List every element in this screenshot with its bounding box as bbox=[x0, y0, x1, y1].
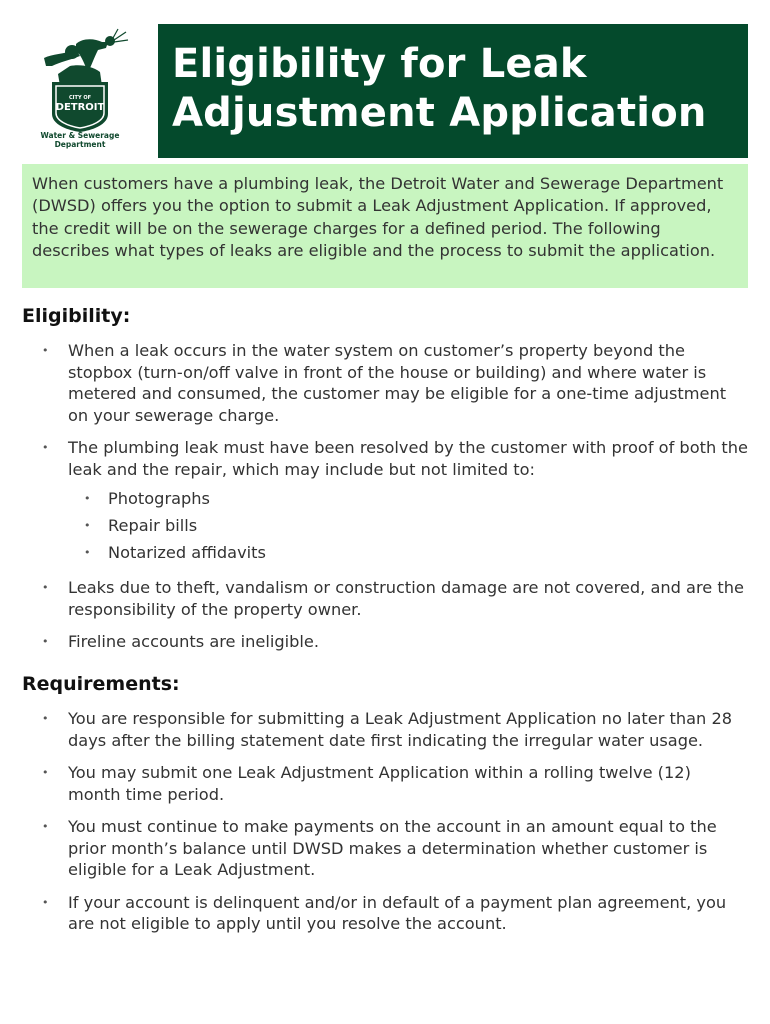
logo-city-of: CITY OF bbox=[69, 95, 91, 101]
intro-box: When customers have a plumbing leak, the Detroit Water and Sewerage Department (DWSD) offers you the option to submit a Leak Adjustment Application. If approved, the credit will be on the sewerage charges for a defined period. The following describes what types of leaks are eligible and the process to submit the application. bbox=[22, 164, 748, 288]
logo-caption-line2: Department bbox=[54, 140, 106, 149]
sun-rays-icon bbox=[113, 29, 128, 42]
logo-detroit: DETROIT bbox=[55, 102, 105, 113]
spirit-of-detroit-icon bbox=[44, 36, 115, 86]
page-title: Eligibility for Leak Adjustment Application bbox=[172, 41, 707, 136]
list-item: • You may submit one Leak Adjustment Application within a rolling twelve (12) month time period. bbox=[22, 762, 748, 805]
list-item bbox=[22, 437, 748, 566]
requirements-heading: Requirements: bbox=[22, 673, 180, 695]
list-item: • When a leak occurs in the water system on customer’s property beyond the stopbox (turn-on/off valve in front of the house or building) and where water is metered and consumed, the customer may be eligible for a one-time adjustment on your sewerage charge. bbox=[22, 340, 748, 426]
logo-caption-line1: Water & Sewerage bbox=[40, 131, 120, 140]
list-item: • You are responsible for submitting a Leak Adjustment Application no later than 28 days after the billing statement date first indicating the irregular water usage. bbox=[22, 708, 748, 751]
proof-item: • Notarized affidavits bbox=[68, 539, 748, 566]
list-item: • You must continue to make payments on the account in an amount equal to the prior month’s balance until DWSD makes a determination whether customer is eligible for a Leak Adjustment. bbox=[22, 816, 748, 881]
list-item: • Fireline accounts are ineligible. bbox=[22, 631, 748, 653]
proof-list bbox=[68, 485, 748, 566]
list-item: • Leaks due to theft, vandalism or construction damage are not covered, and are the responsibility of the property owner. bbox=[22, 577, 748, 620]
requirements-list bbox=[22, 708, 748, 946]
eligibility-list bbox=[22, 340, 748, 664]
proof-item: • Repair bills bbox=[68, 512, 748, 539]
proof-item: • Photographs bbox=[68, 485, 748, 512]
logo-caption bbox=[30, 131, 130, 149]
eligibility-heading: Eligibility: bbox=[22, 305, 131, 327]
title-banner bbox=[158, 24, 748, 158]
list-item: • If your account is delinquent and/or in default of a payment plan agreement, you are not eligible to apply until you resolve the account. bbox=[22, 892, 748, 935]
list-item-text: The plumbing leak must have been resolved by the customer with proof of both the leak and the repair, which may include but not limited to: bbox=[68, 438, 748, 479]
